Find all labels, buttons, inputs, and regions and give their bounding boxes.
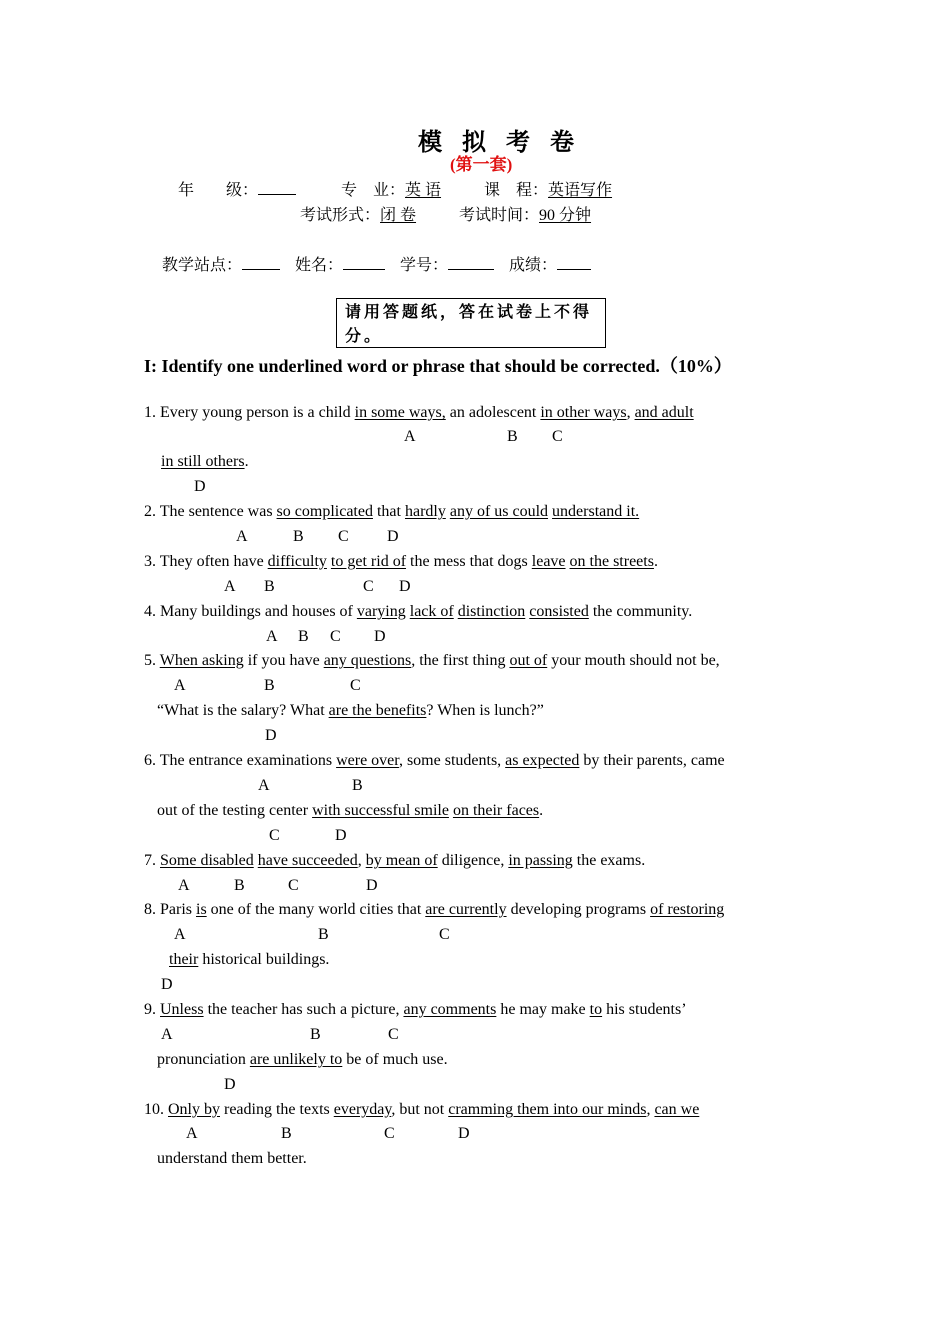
- underlined-phrase: any comments: [403, 1001, 497, 1018]
- q10-option-c-letter: C: [384, 1125, 395, 1142]
- page-title: 模 拟 考 卷: [418, 130, 581, 156]
- q8-option-c-letter: C: [439, 926, 450, 943]
- sentence-text: .: [539, 802, 544, 819]
- sentence-text: ,: [357, 852, 366, 869]
- sentence-text: “What is the salary? What: [157, 702, 329, 719]
- underlined-phrase: cramming them into our minds: [448, 1101, 647, 1118]
- underlined-phrase: can we: [654, 1101, 700, 1118]
- exam-time-label: 考试时间：: [459, 207, 540, 224]
- major-value: 英 语: [405, 182, 442, 199]
- sentence-text: developing programs: [506, 901, 651, 918]
- sentence-text: his students’: [602, 1001, 687, 1018]
- underlined-phrase: lack of: [409, 603, 454, 620]
- q8-option-d-letter: D: [161, 976, 173, 993]
- sentence-text: 10.: [144, 1101, 168, 1118]
- q3-option-d-letter: D: [399, 578, 411, 595]
- exam-form-label: 考试形式：: [300, 207, 381, 224]
- question-1-line-2: [161, 453, 249, 471]
- underlined-phrase: so complicated: [276, 503, 373, 520]
- q8-option-b-letter: B: [318, 926, 329, 943]
- question-10-line-2: [157, 1150, 307, 1168]
- sentence-text: ,: [646, 1101, 655, 1118]
- underlined-phrase: in some ways,: [354, 404, 446, 421]
- question-8-line-1: [144, 901, 724, 919]
- question-1-line-1: [144, 404, 694, 422]
- question-4-line: [144, 603, 692, 621]
- sentence-text: the mess that dogs: [406, 553, 532, 570]
- underlined-phrase: in passing: [508, 852, 573, 869]
- underlined-phrase: Some disabled: [160, 852, 254, 869]
- sentence-text: be of much use.: [342, 1051, 448, 1068]
- q6-option-c-letter: C: [269, 827, 280, 844]
- underlined-phrase: in other ways: [540, 404, 627, 421]
- underlined-phrase: is: [196, 901, 207, 918]
- underlined-phrase: and adult: [634, 404, 694, 421]
- question-9-line-2: [157, 1051, 448, 1069]
- underlined-phrase: everyday: [333, 1101, 392, 1118]
- q9-option-b-letter: B: [310, 1026, 321, 1043]
- sentence-text: 9.: [144, 1001, 160, 1018]
- q1-option-a-letter: A: [404, 428, 416, 445]
- underlined-phrase: distinction: [457, 603, 526, 620]
- exam-form-field: [300, 202, 416, 225]
- underlined-phrase: have succeeded: [257, 852, 358, 869]
- underlined-phrase: out of: [509, 652, 548, 669]
- q5-option-c-letter: C: [350, 677, 361, 694]
- name-blank: [343, 254, 385, 270]
- underlined-phrase: to: [589, 1001, 603, 1018]
- sentence-text: 5.: [144, 652, 160, 669]
- underlined-phrase: any of us could: [449, 503, 549, 520]
- underlined-phrase: with successful smile: [312, 802, 449, 819]
- q1-option-d-letter: D: [194, 478, 206, 495]
- sentence-text: an adolescent: [445, 404, 541, 421]
- site-blank: [242, 254, 280, 270]
- course-field: [484, 177, 612, 200]
- question-2-line: [144, 503, 639, 521]
- q6-option-d-letter: D: [335, 827, 347, 844]
- sentence-text: 2. The sentence was: [144, 503, 277, 520]
- underlined-phrase: of restoring: [650, 901, 725, 918]
- page-subtitle: (第一套): [450, 155, 513, 174]
- sentence-text: 3. They often have: [144, 553, 268, 570]
- sentence-text: 4. Many buildings and houses of: [144, 603, 357, 620]
- q2-option-d-letter: D: [387, 528, 399, 545]
- course-label: 课 程：: [484, 182, 549, 199]
- site-label: 教学站点：: [162, 257, 243, 274]
- underlined-phrase: by mean of: [365, 852, 438, 869]
- student-id-field: [400, 252, 494, 275]
- site-field: [162, 252, 280, 275]
- q7-option-b-letter: B: [234, 877, 245, 894]
- sentence-text: 7.: [144, 852, 160, 869]
- major-field: [341, 177, 441, 200]
- q7-option-c-letter: C: [288, 877, 299, 894]
- sentence-text: 6. The entrance examinations: [144, 752, 337, 769]
- q3-option-b-letter: B: [264, 578, 275, 595]
- question-3-line: [144, 553, 658, 571]
- q7-option-a-letter: A: [178, 877, 190, 894]
- question-7-line: [144, 852, 645, 870]
- grade-blank: [258, 179, 296, 195]
- sentence-text: 8. Paris: [144, 901, 196, 918]
- q3-option-a-letter: A: [224, 578, 236, 595]
- exam-time-value: 90 分钟: [539, 207, 592, 224]
- q6-option-b-letter: B: [352, 777, 363, 794]
- section-heading: I: Identify one underlined word or phrase that should be corrected.（10%）: [144, 356, 732, 376]
- underlined-phrase: are unlikely to: [249, 1051, 343, 1068]
- underlined-phrase: consisted: [529, 603, 589, 620]
- underlined-phrase: difficulty: [267, 553, 327, 570]
- underlined-phrase: Only by: [168, 1101, 220, 1118]
- exam-form-value: 闭 卷: [380, 207, 417, 224]
- sentence-text: if you have: [243, 652, 324, 669]
- exam-time-field: [459, 202, 591, 225]
- underlined-phrase: Unless: [160, 1001, 204, 1018]
- underlined-phrase: their: [169, 951, 199, 968]
- sentence-text: by their parents, came: [579, 752, 725, 769]
- sentence-text: one of the many world cities that: [206, 901, 426, 918]
- underlined-phrase: are currently: [425, 901, 507, 918]
- sentence-text: 1. Every young person is a child: [144, 404, 355, 421]
- score-blank: [557, 254, 591, 270]
- q4-option-b-letter: B: [298, 628, 309, 645]
- q9-option-d-letter: D: [224, 1076, 236, 1093]
- q4-option-a-letter: A: [266, 628, 278, 645]
- sentence-text: , but not: [391, 1101, 449, 1118]
- underlined-phrase: leave: [531, 553, 566, 570]
- q4-option-c-letter: C: [330, 628, 341, 645]
- question-5-line-1: [144, 652, 720, 670]
- underlined-phrase: any questions: [323, 652, 412, 669]
- underlined-phrase: are the benefits: [328, 702, 427, 719]
- q6-option-a-letter: A: [258, 777, 270, 794]
- underlined-phrase: on the streets: [569, 553, 654, 570]
- underlined-phrase: When asking: [159, 652, 244, 669]
- q4-option-d-letter: D: [374, 628, 386, 645]
- question-8-line-2: [169, 951, 329, 969]
- q5-option-b-letter: B: [264, 677, 275, 694]
- question-9-line-1: [144, 1001, 687, 1019]
- q1-option-b-letter: B: [507, 428, 518, 445]
- sentence-text: ,: [626, 404, 635, 421]
- sentence-text: pronunciation: [157, 1051, 250, 1068]
- underlined-phrase: were over: [336, 752, 399, 769]
- underlined-phrase: hardly: [404, 503, 446, 520]
- sentence-text: out of the testing center: [157, 802, 313, 819]
- course-value: 英语写作: [548, 182, 613, 199]
- sentence-text: he may make: [496, 1001, 590, 1018]
- underlined-phrase: to get rid of: [330, 553, 407, 570]
- q1-option-c-letter: C: [552, 428, 563, 445]
- name-label: 姓名：: [295, 257, 344, 274]
- underlined-phrase: understand it.: [552, 503, 640, 520]
- q2-option-a-letter: A: [236, 528, 248, 545]
- major-label: 专 业：: [341, 182, 406, 199]
- sentence-text: .: [244, 453, 249, 470]
- sentence-text: the community.: [588, 603, 693, 620]
- q2-option-b-letter: B: [293, 528, 304, 545]
- q3-option-c-letter: C: [363, 578, 374, 595]
- sentence-text: , some students,: [398, 752, 506, 769]
- q10-option-a-letter: A: [186, 1125, 198, 1142]
- sentence-text: ? When is lunch?”: [426, 702, 544, 719]
- sentence-text: reading the texts: [220, 1101, 334, 1118]
- student-id-label: 学号：: [400, 257, 449, 274]
- underlined-phrase: varying: [356, 603, 406, 620]
- question-6-line-2: [157, 802, 543, 820]
- sentence-text: .: [653, 553, 658, 570]
- q9-option-a-letter: A: [161, 1026, 173, 1043]
- question-5-line-2: [157, 702, 544, 720]
- grade-field: [178, 177, 296, 200]
- sentence-text: the teacher has such a picture,: [203, 1001, 404, 1018]
- underlined-phrase: as expected: [505, 752, 580, 769]
- q2-option-c-letter: C: [338, 528, 349, 545]
- sentence-text: , the first thing: [411, 652, 510, 669]
- student-id-blank: [448, 254, 494, 270]
- underlined-phrase: on their faces: [452, 802, 540, 819]
- score-field: [509, 252, 591, 275]
- q5-option-d-letter: D: [265, 727, 277, 744]
- score-label: 成绩：: [509, 257, 558, 274]
- q8-option-a-letter: A: [174, 926, 186, 943]
- question-10-line-1: [144, 1101, 699, 1119]
- question-6-line-1: [144, 752, 725, 770]
- q7-option-d-letter: D: [366, 877, 378, 894]
- sentence-text: historical buildings.: [198, 951, 330, 968]
- answer-sheet-notice: 请用答题纸，答在试卷上不得分。: [336, 298, 606, 348]
- sentence-text: your mouth should not be,: [547, 652, 720, 669]
- underlined-phrase: in still others: [161, 453, 245, 470]
- q5-option-a-letter: A: [174, 677, 186, 694]
- q10-option-b-letter: B: [281, 1125, 292, 1142]
- sentence-text: diligence,: [437, 852, 509, 869]
- q9-option-c-letter: C: [388, 1026, 399, 1043]
- q10-option-d-letter: D: [458, 1125, 470, 1142]
- sentence-text: that: [372, 503, 405, 520]
- grade-label: 年 级：: [178, 182, 259, 199]
- name-field: [295, 252, 385, 275]
- sentence-text: the exams.: [572, 852, 646, 869]
- sentence-text: understand them better.: [157, 1150, 307, 1167]
